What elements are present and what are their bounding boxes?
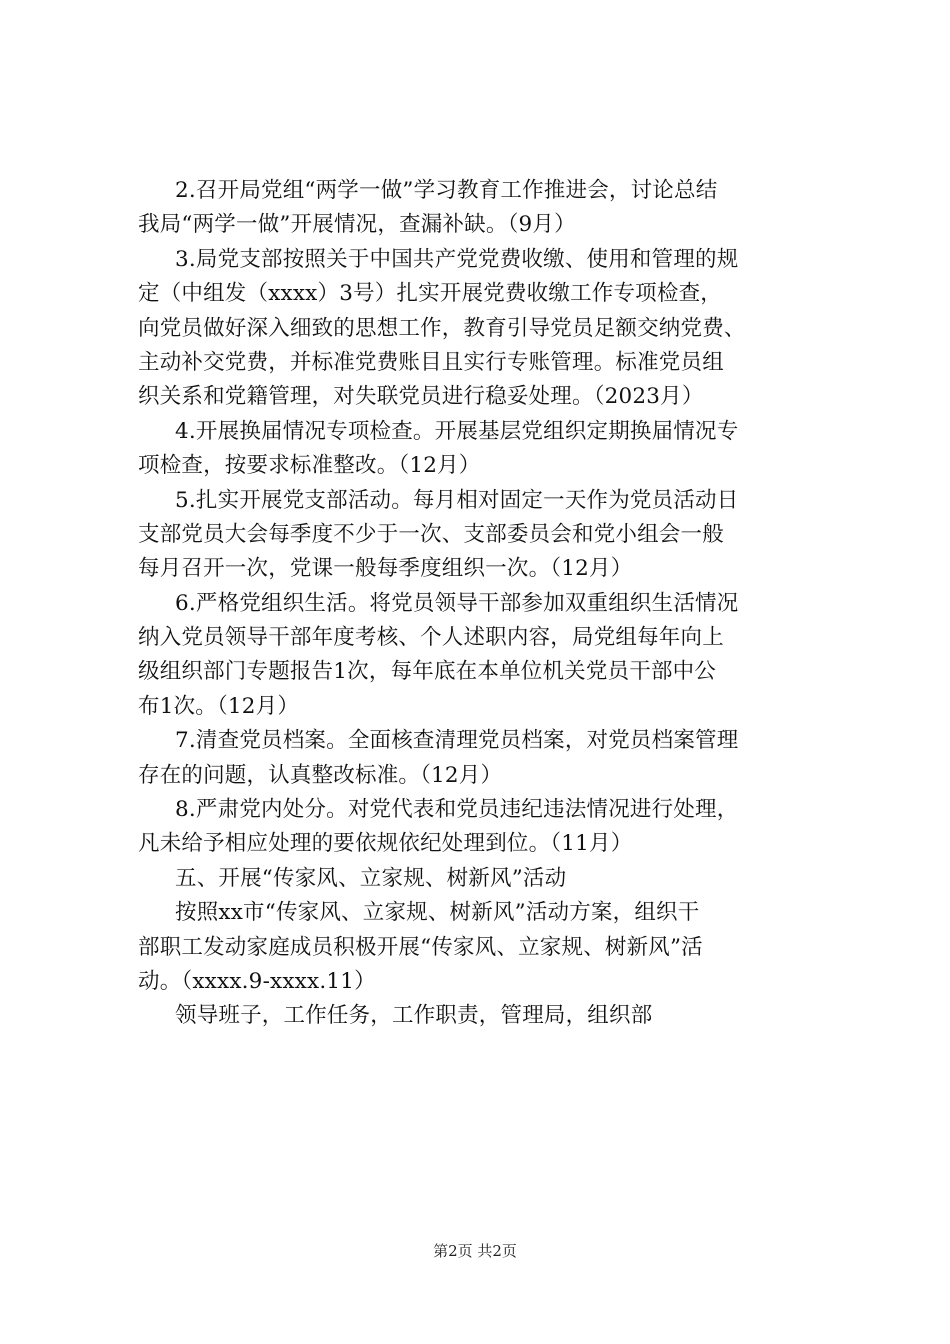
text-line: 8.严肃党内处分。对党代表和党员违纪违法情况进行处理， [175,797,739,823]
text-line: 2.召开局党组“两学一做”学习教育工作推进会，讨论总结 [175,178,718,203]
text-line: 主动补交党费，并标准党费账目且实行专账管理。标准党员组 [138,349,724,375]
text-line: 纳入党员领导干部年度考核、个人述职内容，局党组每年向上 [138,625,724,651]
text-line: 3.局党支部按照关于中国共产党党费收缴、使用和管理的规 [175,246,739,272]
text-line: 存在的问题，认真整改标准。（12月） [138,762,503,788]
text-line: 布1次。（12月） [138,693,300,719]
text-line: 按照xx市“传家风、立家规、树新风”活动方案，组织干 [175,900,700,926]
text-line: 织关系和党籍管理，对失联党员进行稳妥处理。（2023月） [138,384,704,410]
text-line: 每月召开一次，党课一般每季度组织一次。（12月） [138,556,633,582]
text-line: 项检查，按要求标准整改。（12月） [138,453,481,479]
text-line: 定（中组发（xxxx）3号）扎实开展党费收缴工作专项检查， [138,281,722,307]
text-line: 支部党员大会每季度不少于一次、支部委员会和党小组会一般 [138,521,724,547]
text-line: 动。（xxxx.9-xxxx.11） [138,968,376,994]
text-line: 4.开展换届情况专项检查。开展基层党组织定期换届情况专 [175,418,739,444]
section-heading: 五、开展“传家风、立家规、树新风”活动 [175,865,567,891]
text-line: 我局“两学一做”开展情况，查漏补缺。（9月） [138,212,576,238]
text-line: 凡未给予相应处理的要依规依纪处理到位。（11月） [138,831,633,857]
text-line: 6.严格党组织生活。将党员领导干部参加双重组织生活情况 [175,590,739,616]
text-line: 级组织部门专题报告1次，每年底在本单位机关党员干部中公 [138,659,717,685]
keywords-line: 领导班子，工作任务，工作职责，管理局，组织部 [175,1003,653,1029]
page-number: 第2页 共2页 [433,1242,517,1260]
text-line: 7.清查党员档案。全面核查清理党员档案，对党员档案管理 [175,728,739,754]
text-line: 向党员做好深入细致的思想工作，教育引导党员足额交纳党费、 [138,315,746,341]
text-line: 部职工发动家庭成员积极开展“传家风、立家规、树新风”活 [138,934,703,960]
text-line: 5.扎实开展党支部活动。每月相对固定一天作为党员活动日 [175,487,739,513]
document-body [138,174,838,1034]
